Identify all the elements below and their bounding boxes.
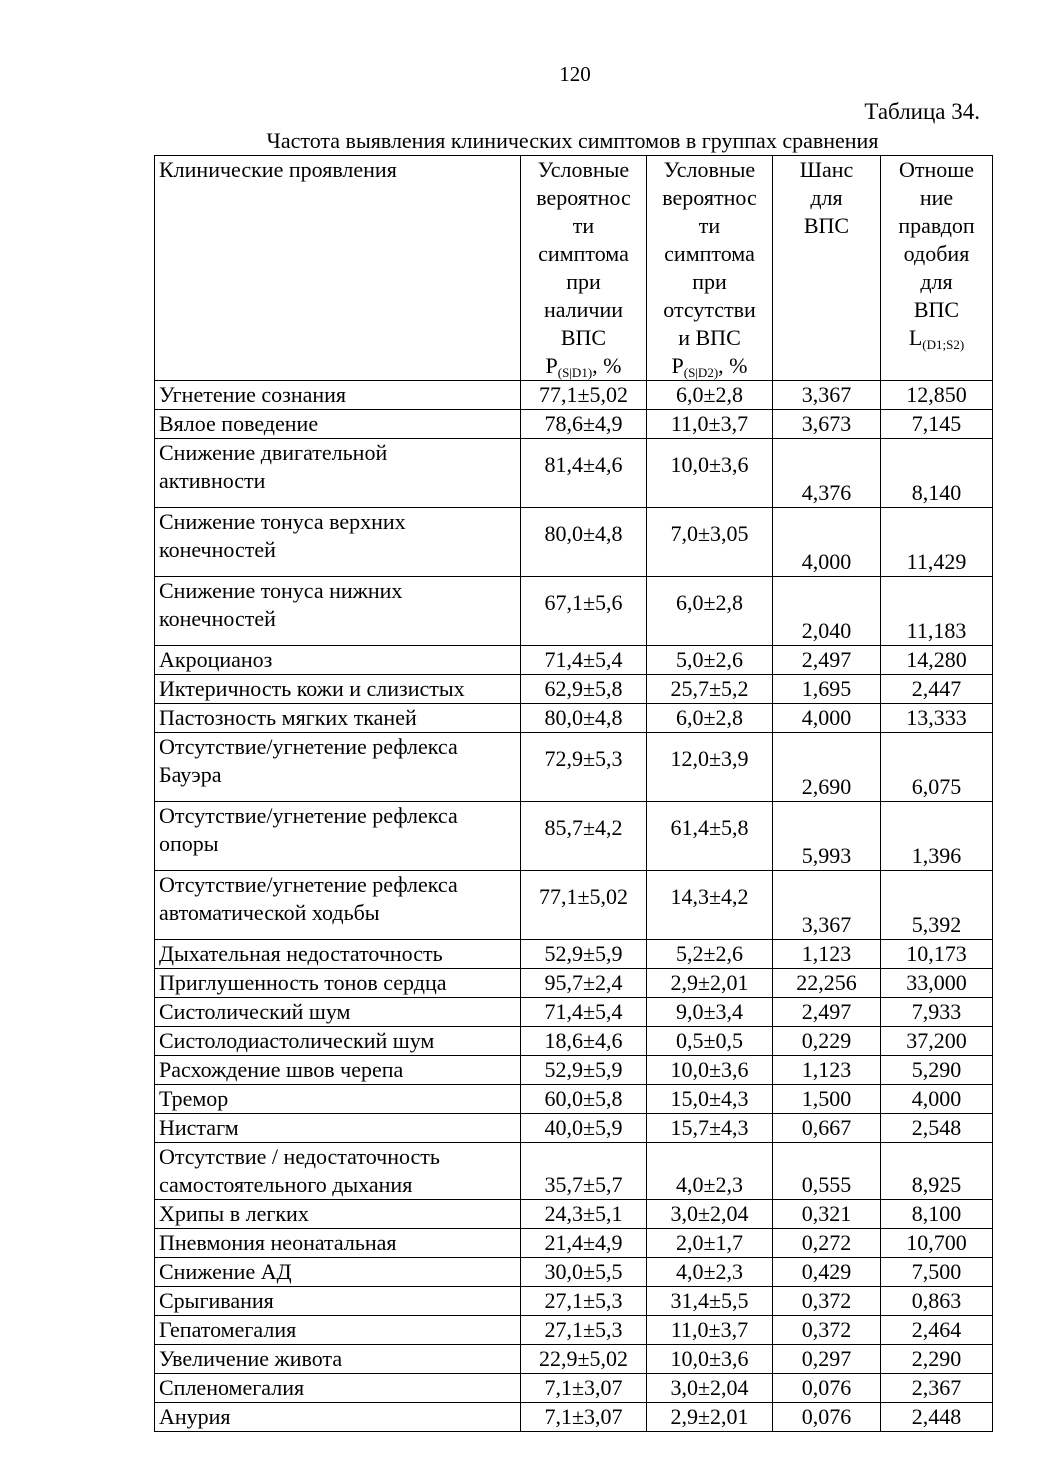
cell-likelihood-ratio: 1,396 xyxy=(881,802,993,871)
cell-likelihood-ratio: 10,700 xyxy=(881,1229,993,1258)
cell-prob-without-chd: 2,9±2,01 xyxy=(647,1403,773,1432)
table-row xyxy=(155,646,993,675)
cell-likelihood-ratio: 4,000 xyxy=(881,1085,993,1114)
table-row xyxy=(155,998,993,1027)
symptom-name-line: конечностей xyxy=(159,537,276,562)
table-row xyxy=(155,381,993,410)
cell-prob-with-chd: 77,1±5,02 xyxy=(521,871,647,940)
cell-prob-with-chd: 80,0±4,8 xyxy=(521,704,647,733)
cell-prob-without-chd: 61,4±5,8 xyxy=(647,802,773,871)
header-line: Условные xyxy=(663,157,756,182)
table-row xyxy=(155,1403,993,1432)
formula-symbol: L xyxy=(908,325,923,350)
cell-prob-with-chd: 52,9±5,9 xyxy=(521,940,647,969)
symptom-name xyxy=(155,969,521,998)
header-line: вероятнос xyxy=(662,185,757,210)
table-row xyxy=(155,1316,993,1345)
cell-prob-with-chd: 71,4±5,4 xyxy=(521,646,647,675)
cell-prob-with-chd: 95,7±2,4 xyxy=(521,969,647,998)
cell-prob-without-chd: 11,0±3,7 xyxy=(647,1316,773,1345)
header-line: при xyxy=(566,269,601,294)
cell-prob-without-chd: 10,0±3,6 xyxy=(647,439,773,508)
cell-likelihood-ratio: 7,145 xyxy=(881,410,993,439)
symptom-name xyxy=(155,1403,521,1432)
symptom-name-line: опоры xyxy=(159,831,219,856)
cell-likelihood-ratio: 7,933 xyxy=(881,998,993,1027)
symptom-name-line: Пневмония неонатальная xyxy=(159,1230,397,1255)
symptom-name-line: Отсутствие/угнетение рефлекса xyxy=(159,803,458,828)
symptom-name-line: Увеличение живота xyxy=(159,1346,343,1371)
header-line: при xyxy=(692,269,727,294)
header-line: для xyxy=(920,269,953,294)
header-odds-chd xyxy=(773,156,881,381)
cell-prob-with-chd: 7,1±3,07 xyxy=(521,1374,647,1403)
header-row xyxy=(155,156,993,381)
symptom-name xyxy=(155,1056,521,1085)
cell-prob-without-chd: 14,3±4,2 xyxy=(647,871,773,940)
cell-prob-without-chd: 0,5±0,5 xyxy=(647,1027,773,1056)
cell-prob-with-chd: 24,3±5,1 xyxy=(521,1200,647,1229)
cell-prob-with-chd: 27,1±5,3 xyxy=(521,1287,647,1316)
symptom-name-line: Хрипы в легких xyxy=(159,1201,309,1226)
formula-unit: , % xyxy=(592,353,622,378)
cell-prob-with-chd: 85,7±4,2 xyxy=(521,802,647,871)
symptom-name-line: Систолодиастолический шум xyxy=(159,1028,435,1053)
formula-subscript: (S|D2) xyxy=(683,365,719,380)
header-formula xyxy=(885,324,988,352)
symptom-name xyxy=(155,1374,521,1403)
symptom-name xyxy=(155,439,521,508)
symptom-name-line: автоматической ходьбы xyxy=(159,900,380,925)
header-prob-without-chd xyxy=(647,156,773,381)
cell-odds-chd: 1,123 xyxy=(773,940,881,969)
symptom-name-line: Снижение АД xyxy=(159,1259,292,1284)
cell-likelihood-ratio: 14,280 xyxy=(881,646,993,675)
symptom-name xyxy=(155,675,521,704)
header-clinical-manifestations: Клинические проявления xyxy=(155,156,521,381)
symptom-name xyxy=(155,1143,521,1200)
table-row xyxy=(155,871,993,940)
symptom-name-line: Пастозность мягких тканей xyxy=(159,705,417,730)
cell-likelihood-ratio: 2,464 xyxy=(881,1316,993,1345)
symptom-name-line: Срыгивания xyxy=(159,1288,274,1313)
symptom-name-line: Снижение тонуса нижних xyxy=(159,578,403,603)
cell-odds-chd: 0,321 xyxy=(773,1200,881,1229)
cell-prob-without-chd: 3,0±2,04 xyxy=(647,1200,773,1229)
header-line: Условные xyxy=(537,157,630,182)
symptom-name xyxy=(155,802,521,871)
cell-likelihood-ratio: 5,290 xyxy=(881,1056,993,1085)
cell-prob-with-chd: 30,0±5,5 xyxy=(521,1258,647,1287)
cell-prob-with-chd: 72,9±5,3 xyxy=(521,733,647,802)
cell-odds-chd: 5,993 xyxy=(773,802,881,871)
formula-symbol: P xyxy=(545,353,558,378)
table-row xyxy=(155,410,993,439)
symptom-name xyxy=(155,508,521,577)
cell-prob-with-chd: 35,7±5,7 xyxy=(521,1143,647,1200)
cell-likelihood-ratio: 8,140 xyxy=(881,439,993,508)
header-line: для xyxy=(810,185,843,210)
header-line: вероятнос xyxy=(536,185,631,210)
header-line: отсутстви xyxy=(663,297,756,322)
symptom-name xyxy=(155,1027,521,1056)
symptom-name-line: Гепатомегалия xyxy=(159,1317,297,1342)
cell-prob-without-chd: 4,0±2,3 xyxy=(647,1143,773,1200)
cell-likelihood-ratio: 37,200 xyxy=(881,1027,993,1056)
table-row xyxy=(155,1229,993,1258)
cell-prob-without-chd: 9,0±3,4 xyxy=(647,998,773,1027)
symptom-name-line: Систолический шум xyxy=(159,999,351,1024)
cell-prob-without-chd: 10,0±3,6 xyxy=(647,1345,773,1374)
cell-odds-chd: 0,229 xyxy=(773,1027,881,1056)
header-line: Шанс xyxy=(799,157,854,182)
cell-odds-chd: 0,297 xyxy=(773,1345,881,1374)
table-row xyxy=(155,733,993,802)
header-line: правдоп xyxy=(898,213,975,238)
cell-prob-with-chd: 40,0±5,9 xyxy=(521,1114,647,1143)
cell-likelihood-ratio: 5,392 xyxy=(881,871,993,940)
header-line: ти xyxy=(572,213,595,238)
cell-prob-with-chd: 77,1±5,02 xyxy=(521,381,647,410)
cell-prob-without-chd: 31,4±5,5 xyxy=(647,1287,773,1316)
cell-odds-chd: 2,040 xyxy=(773,577,881,646)
cell-prob-without-chd: 5,0±2,6 xyxy=(647,646,773,675)
symptom-name xyxy=(155,733,521,802)
header-formula xyxy=(651,352,768,380)
cell-prob-without-chd: 12,0±3,9 xyxy=(647,733,773,802)
cell-prob-without-chd: 3,0±2,04 xyxy=(647,1374,773,1403)
cell-odds-chd: 0,076 xyxy=(773,1403,881,1432)
cell-likelihood-ratio: 7,500 xyxy=(881,1258,993,1287)
table-row xyxy=(155,704,993,733)
symptom-name xyxy=(155,1200,521,1229)
cell-likelihood-ratio: 6,075 xyxy=(881,733,993,802)
cell-likelihood-ratio: 2,548 xyxy=(881,1114,993,1143)
cell-odds-chd: 4,000 xyxy=(773,704,881,733)
cell-odds-chd: 22,256 xyxy=(773,969,881,998)
symptom-name-line: конечностей xyxy=(159,606,276,631)
symptom-name xyxy=(155,1287,521,1316)
cell-prob-with-chd: 21,4±4,9 xyxy=(521,1229,647,1258)
table-number: Таблица 34. xyxy=(864,99,980,124)
cell-prob-without-chd: 2,9±2,01 xyxy=(647,969,773,998)
cell-prob-without-chd: 10,0±3,6 xyxy=(647,1056,773,1085)
symptom-name-line: Дыхательная недостаточность xyxy=(159,941,443,966)
symptom-name xyxy=(155,381,521,410)
cell-likelihood-ratio: 12,850 xyxy=(881,381,993,410)
cell-likelihood-ratio: 2,448 xyxy=(881,1403,993,1432)
symptom-name-line: Отсутствие/угнетение рефлекса xyxy=(159,734,458,759)
cell-prob-without-chd: 2,0±1,7 xyxy=(647,1229,773,1258)
symptom-name xyxy=(155,1316,521,1345)
symptom-name-line: Снижение тонуса верхних xyxy=(159,509,406,534)
table-row xyxy=(155,439,993,508)
symptom-name xyxy=(155,871,521,940)
formula-symbol: P xyxy=(671,353,684,378)
symptom-name-line: Бауэра xyxy=(159,762,222,787)
header-prob-with-chd xyxy=(521,156,647,381)
symptom-name xyxy=(155,1114,521,1143)
cell-prob-with-chd: 67,1±5,6 xyxy=(521,577,647,646)
symptom-name xyxy=(155,1258,521,1287)
symptom-name xyxy=(155,1085,521,1114)
header-line: Отноше xyxy=(899,157,974,182)
cell-likelihood-ratio: 10,173 xyxy=(881,940,993,969)
cell-prob-with-chd: 18,6±4,6 xyxy=(521,1027,647,1056)
cell-odds-chd: 4,376 xyxy=(773,439,881,508)
symptom-name xyxy=(155,998,521,1027)
header-line: ние xyxy=(919,185,954,210)
cell-prob-without-chd: 6,0±2,8 xyxy=(647,381,773,410)
symptom-name-line: Тремор xyxy=(159,1086,229,1111)
symptom-name xyxy=(155,1345,521,1374)
symptom-name xyxy=(155,577,521,646)
table-row xyxy=(155,1114,993,1143)
cell-odds-chd: 1,500 xyxy=(773,1085,881,1114)
symptom-name-line: Отсутствие / недостаточность xyxy=(159,1144,440,1169)
cell-odds-chd: 3,367 xyxy=(773,871,881,940)
cell-odds-chd: 1,695 xyxy=(773,675,881,704)
header-line: ВПС xyxy=(803,213,850,238)
cell-likelihood-ratio: 2,290 xyxy=(881,1345,993,1374)
symptom-name-line: Вялое поведение xyxy=(159,411,319,436)
symptom-name-line: Спленомегалия xyxy=(159,1375,305,1400)
cell-likelihood-ratio: 11,183 xyxy=(881,577,993,646)
cell-prob-without-chd: 25,7±5,2 xyxy=(647,675,773,704)
cell-prob-with-chd: 62,9±5,8 xyxy=(521,675,647,704)
table-header xyxy=(155,156,993,381)
cell-odds-chd: 0,076 xyxy=(773,1374,881,1403)
table-row xyxy=(155,802,993,871)
header-line: симптома xyxy=(664,241,755,266)
table-row xyxy=(155,1085,993,1114)
cell-likelihood-ratio: 13,333 xyxy=(881,704,993,733)
symptom-name xyxy=(155,410,521,439)
cell-odds-chd: 3,673 xyxy=(773,410,881,439)
table-row xyxy=(155,577,993,646)
cell-prob-with-chd: 78,6±4,9 xyxy=(521,410,647,439)
cell-odds-chd: 1,123 xyxy=(773,1056,881,1085)
table-row xyxy=(155,1200,993,1229)
table-row xyxy=(155,969,993,998)
table-row xyxy=(155,940,993,969)
cell-prob-with-chd: 27,1±5,3 xyxy=(521,1316,647,1345)
cell-likelihood-ratio: 8,100 xyxy=(881,1200,993,1229)
cell-prob-without-chd: 4,0±2,3 xyxy=(647,1258,773,1287)
cell-prob-without-chd: 15,7±4,3 xyxy=(647,1114,773,1143)
cell-prob-without-chd: 11,0±3,7 xyxy=(647,410,773,439)
symptoms-table xyxy=(154,155,993,1432)
table-row xyxy=(155,1027,993,1056)
symptom-name-line: Нистагм xyxy=(159,1115,239,1140)
header-line: наличии xyxy=(543,297,624,322)
header-line: ВПС xyxy=(913,297,960,322)
table-body xyxy=(155,381,993,1432)
table-row xyxy=(155,1345,993,1374)
cell-odds-chd: 3,367 xyxy=(773,381,881,410)
header-line: ти xyxy=(698,213,721,238)
cell-prob-with-chd: 81,4±4,6 xyxy=(521,439,647,508)
symptom-name-line: Отсутствие/угнетение рефлекса xyxy=(159,872,458,897)
symptom-name-line: Приглушенность тонов сердца xyxy=(159,970,447,995)
cell-odds-chd: 2,497 xyxy=(773,998,881,1027)
cell-prob-with-chd: 7,1±3,07 xyxy=(521,1403,647,1432)
cell-likelihood-ratio: 2,447 xyxy=(881,675,993,704)
cell-odds-chd: 2,497 xyxy=(773,646,881,675)
cell-prob-with-chd: 71,4±5,4 xyxy=(521,998,647,1027)
header-line: и ВПС xyxy=(678,325,741,350)
cell-prob-with-chd: 52,9±5,9 xyxy=(521,1056,647,1085)
table-row xyxy=(155,1287,993,1316)
cell-likelihood-ratio: 0,863 xyxy=(881,1287,993,1316)
symptom-name xyxy=(155,1229,521,1258)
cell-prob-with-chd: 60,0±5,8 xyxy=(521,1085,647,1114)
symptom-name-line: Снижение двигательной xyxy=(159,440,388,465)
cell-odds-chd: 0,272 xyxy=(773,1229,881,1258)
table-row xyxy=(155,1258,993,1287)
cell-prob-without-chd: 7,0±3,05 xyxy=(647,508,773,577)
table-row xyxy=(155,675,993,704)
cell-prob-without-chd: 6,0±2,8 xyxy=(647,577,773,646)
header-line: симптома xyxy=(538,241,629,266)
table-title: Частота выявления клинических симптомов в группах сравнения xyxy=(266,128,879,153)
cell-prob-without-chd: 15,0±4,3 xyxy=(647,1085,773,1114)
cell-odds-chd: 0,667 xyxy=(773,1114,881,1143)
page-number: 120 xyxy=(559,62,591,86)
cell-likelihood-ratio: 33,000 xyxy=(881,969,993,998)
formula-subscript: (S|D1) xyxy=(557,365,593,380)
table-row xyxy=(155,1374,993,1403)
symptom-name xyxy=(155,704,521,733)
cell-odds-chd: 0,372 xyxy=(773,1316,881,1345)
cell-odds-chd: 0,555 xyxy=(773,1143,881,1200)
symptom-name-line: активности xyxy=(159,468,266,493)
symptom-name xyxy=(155,646,521,675)
formula-subscript: (D1;S2) xyxy=(922,337,965,352)
header-likelihood-ratio xyxy=(881,156,993,381)
header-line: ВПС xyxy=(560,325,607,350)
symptom-name-line: самостоятельного дыхания xyxy=(159,1172,413,1197)
formula-unit: , % xyxy=(718,353,748,378)
header-line: одобия xyxy=(903,241,970,266)
symptom-name-line: Акроцианоз xyxy=(159,647,273,672)
symptom-name-line: Иктеричность кожи и слизистых xyxy=(159,676,465,701)
cell-prob-with-chd: 22,9±5,02 xyxy=(521,1345,647,1374)
cell-odds-chd: 0,429 xyxy=(773,1258,881,1287)
symptom-name-line: Расхождение швов черепа xyxy=(159,1057,404,1082)
cell-likelihood-ratio: 2,367 xyxy=(881,1374,993,1403)
table-row xyxy=(155,1056,993,1085)
table-row xyxy=(155,1143,993,1200)
symptom-name xyxy=(155,940,521,969)
cell-prob-with-chd: 80,0±4,8 xyxy=(521,508,647,577)
header-formula xyxy=(525,352,642,380)
symptom-name-line: Анурия xyxy=(159,1404,231,1429)
table-row xyxy=(155,508,993,577)
cell-odds-chd: 0,372 xyxy=(773,1287,881,1316)
cell-likelihood-ratio: 8,925 xyxy=(881,1143,993,1200)
cell-likelihood-ratio: 11,429 xyxy=(881,508,993,577)
cell-odds-chd: 4,000 xyxy=(773,508,881,577)
symptom-name-line: Угнетение сознания xyxy=(159,382,347,407)
cell-prob-without-chd: 6,0±2,8 xyxy=(647,704,773,733)
cell-prob-without-chd: 5,2±2,6 xyxy=(647,940,773,969)
cell-odds-chd: 2,690 xyxy=(773,733,881,802)
